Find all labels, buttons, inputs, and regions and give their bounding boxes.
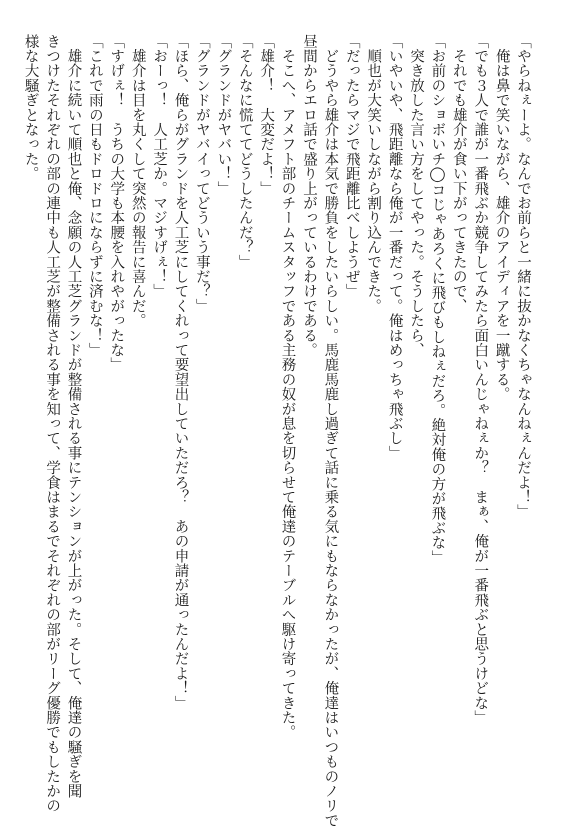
vertical-text-body [22,34,533,828]
text-line: 「お前のショボいチ◯コじゃあろくに飛びもしねぇだろ。絶対俺の方が飛ぶな」 [429,34,446,565]
text-line: 「グランドがヤバイってどういう事だ？」 [193,34,210,314]
text-line: 雄介は目を丸くして突然の報告に喜んだ。 [129,34,146,328]
text-line: 雄介に続いて順也と俺、念願の人工芝グランドが整備される事にテンションが上がった。そして、俺達の騒ぎを聞 [65,34,82,799]
text-line: 俺は鼻で笑いながら、雄介のアイディアを一蹴する。 [493,34,510,402]
text-line: 昼間からエロ話で盛り上がっているわけである。 [300,34,317,358]
text-line: どうやら雄介は本気で勝負をしたいらしい。馬鹿馬鹿し過ぎて話に乗る気にもならなかったが、俺達はいつものノリで [322,34,339,828]
text-line: 「いやいや、飛距離なら俺が一番だって。俺はめっちゃ飛ぶし」 [386,34,403,461]
text-line: 「ほら、俺らがグランドを人工芝にしてくれって要望出していただろ？ あの申請が通ったんだよ！」 [172,34,189,711]
text-line: 突き放した言い方をしてやった。そうしたら、 [407,34,424,358]
text-line: 順也が大笑いしながら割り込んできた。 [365,34,382,314]
text-line: 「だったらマジで飛距離比べしようぜ」 [343,34,360,299]
text-line: それでも雄介が食い下がってきたので、 [450,34,467,314]
text-line: 「そんなに慌ててどうしたんだ？」 [236,34,253,270]
text-line: 「おーっ！ 人工芝か。マジすげぇ！」 [151,34,168,299]
text-line: 「やらねぇーよ。なんでお前らと一緒に抜かなくちゃなんねぇんだよ！」 [515,34,531,520]
text-line: 「これで雨の日もドロドロにならずに済むな！」 [86,34,103,358]
text-line: きつけたそれぞれの部の連中も人工芝が整備される事を知って、学食はまるでそれぞれの部がリーグ優勝でもしたかの [44,34,61,814]
text-line: 「グランドがヤバい！」 [215,34,232,196]
text-line: 「でも３人で誰が一番飛ぶか競争してみたら面白いんじゃねぇか？ まぁ、俺が一番飛ぶと思うけどな」 [472,34,489,725]
text-line: 様な大騒ぎとなった。 [22,34,39,181]
text-line: 「すげぇ！ うちの大学も本腰を入れやがったな」 [108,34,125,373]
text-line: 「雄介！ 大変だよ！」 [258,34,275,196]
text-line: そこへ、アメフト部のチームスタッフである主務の奴が息を切らせて俺達のテーブルへ駆け寄ってきた。 [279,34,296,740]
